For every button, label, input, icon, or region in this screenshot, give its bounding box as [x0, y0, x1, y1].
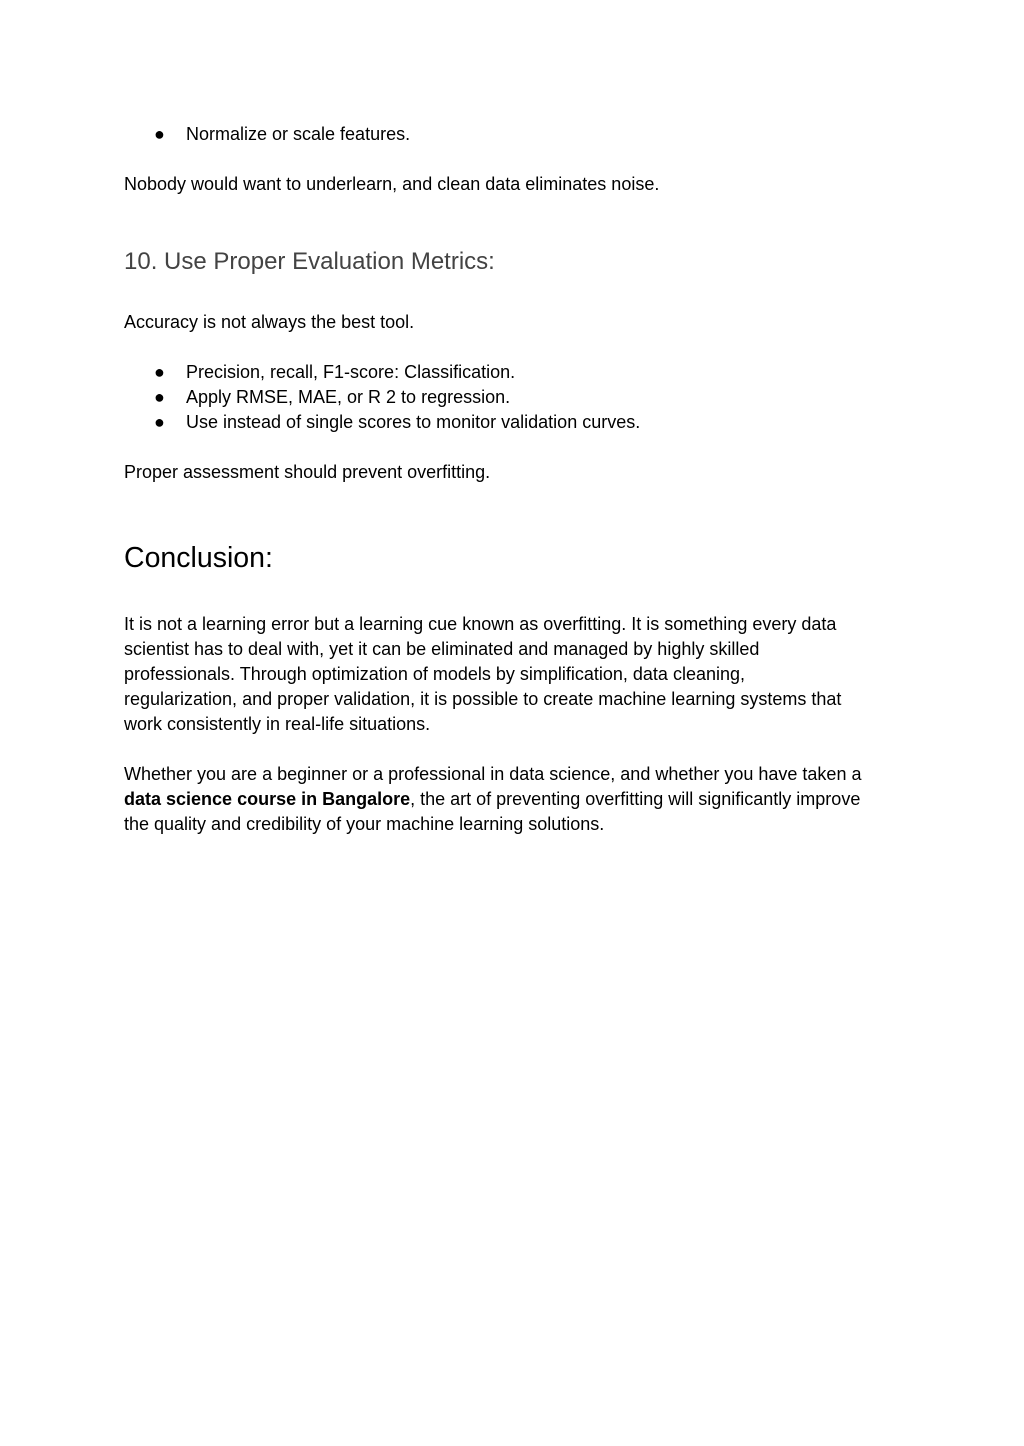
paragraph-line: Whether you are a beginner or a professional in data science, and whether you have taken a: [124, 764, 862, 784]
paragraph-text: , the art of preventing overfitting will significantly improve: [410, 789, 861, 809]
paragraph-line: the quality and credibility of your machine learning solutions.: [124, 814, 605, 834]
section-closing: Proper assessment should prevent overfitting.: [124, 462, 491, 482]
paragraph-line: [124, 787, 914, 812]
conclusion-paragraph-1: [124, 612, 914, 737]
list-item-text: Precision, recall, F1-score: Classification.: [186, 362, 516, 382]
paragraph-line: professionals. Through optimization of models by simplification, data cleaning,: [124, 664, 745, 684]
metrics-bullet-list: [124, 360, 640, 435]
paragraph-line: work consistently in real-life situations.: [124, 714, 431, 734]
bullet-icon: ●: [154, 412, 165, 432]
bullet-icon: ●: [154, 124, 165, 144]
list-item: [124, 360, 640, 385]
list-item: [124, 385, 640, 410]
section-heading-10: 10. Use Proper Evaluation Metrics:: [124, 248, 495, 275]
conclusion-paragraph-2: [124, 762, 914, 837]
list-item: [124, 410, 640, 435]
list-item-text: Normalize or scale features.: [186, 124, 411, 144]
bullet-icon: ●: [154, 362, 165, 382]
conclusion-heading: Conclusion:: [124, 542, 273, 574]
section-intro: Accuracy is not always the best tool.: [124, 312, 415, 332]
list-item-text: Use instead of single scores to monitor validation curves.: [186, 412, 641, 432]
list-item: [124, 122, 410, 147]
paragraph-line: scientist has to deal with, yet it can be eliminated and managed by highly skilled: [124, 639, 760, 659]
top-bullet-list: [124, 122, 410, 147]
bullet-icon: ●: [154, 387, 165, 407]
paragraph-line: regularization, and proper validation, it is possible to create machine learning systems that: [124, 689, 842, 709]
paragraph-noise: Nobody would want to underlearn, and clean data eliminates noise.: [124, 174, 660, 194]
list-item-text: Apply RMSE, MAE, or R 2 to regression.: [186, 387, 511, 407]
bold-keyword-phrase: data science course in Bangalore: [124, 789, 411, 809]
paragraph-line: It is not a learning error but a learning cue known as overfitting. It is something every data: [124, 614, 837, 634]
